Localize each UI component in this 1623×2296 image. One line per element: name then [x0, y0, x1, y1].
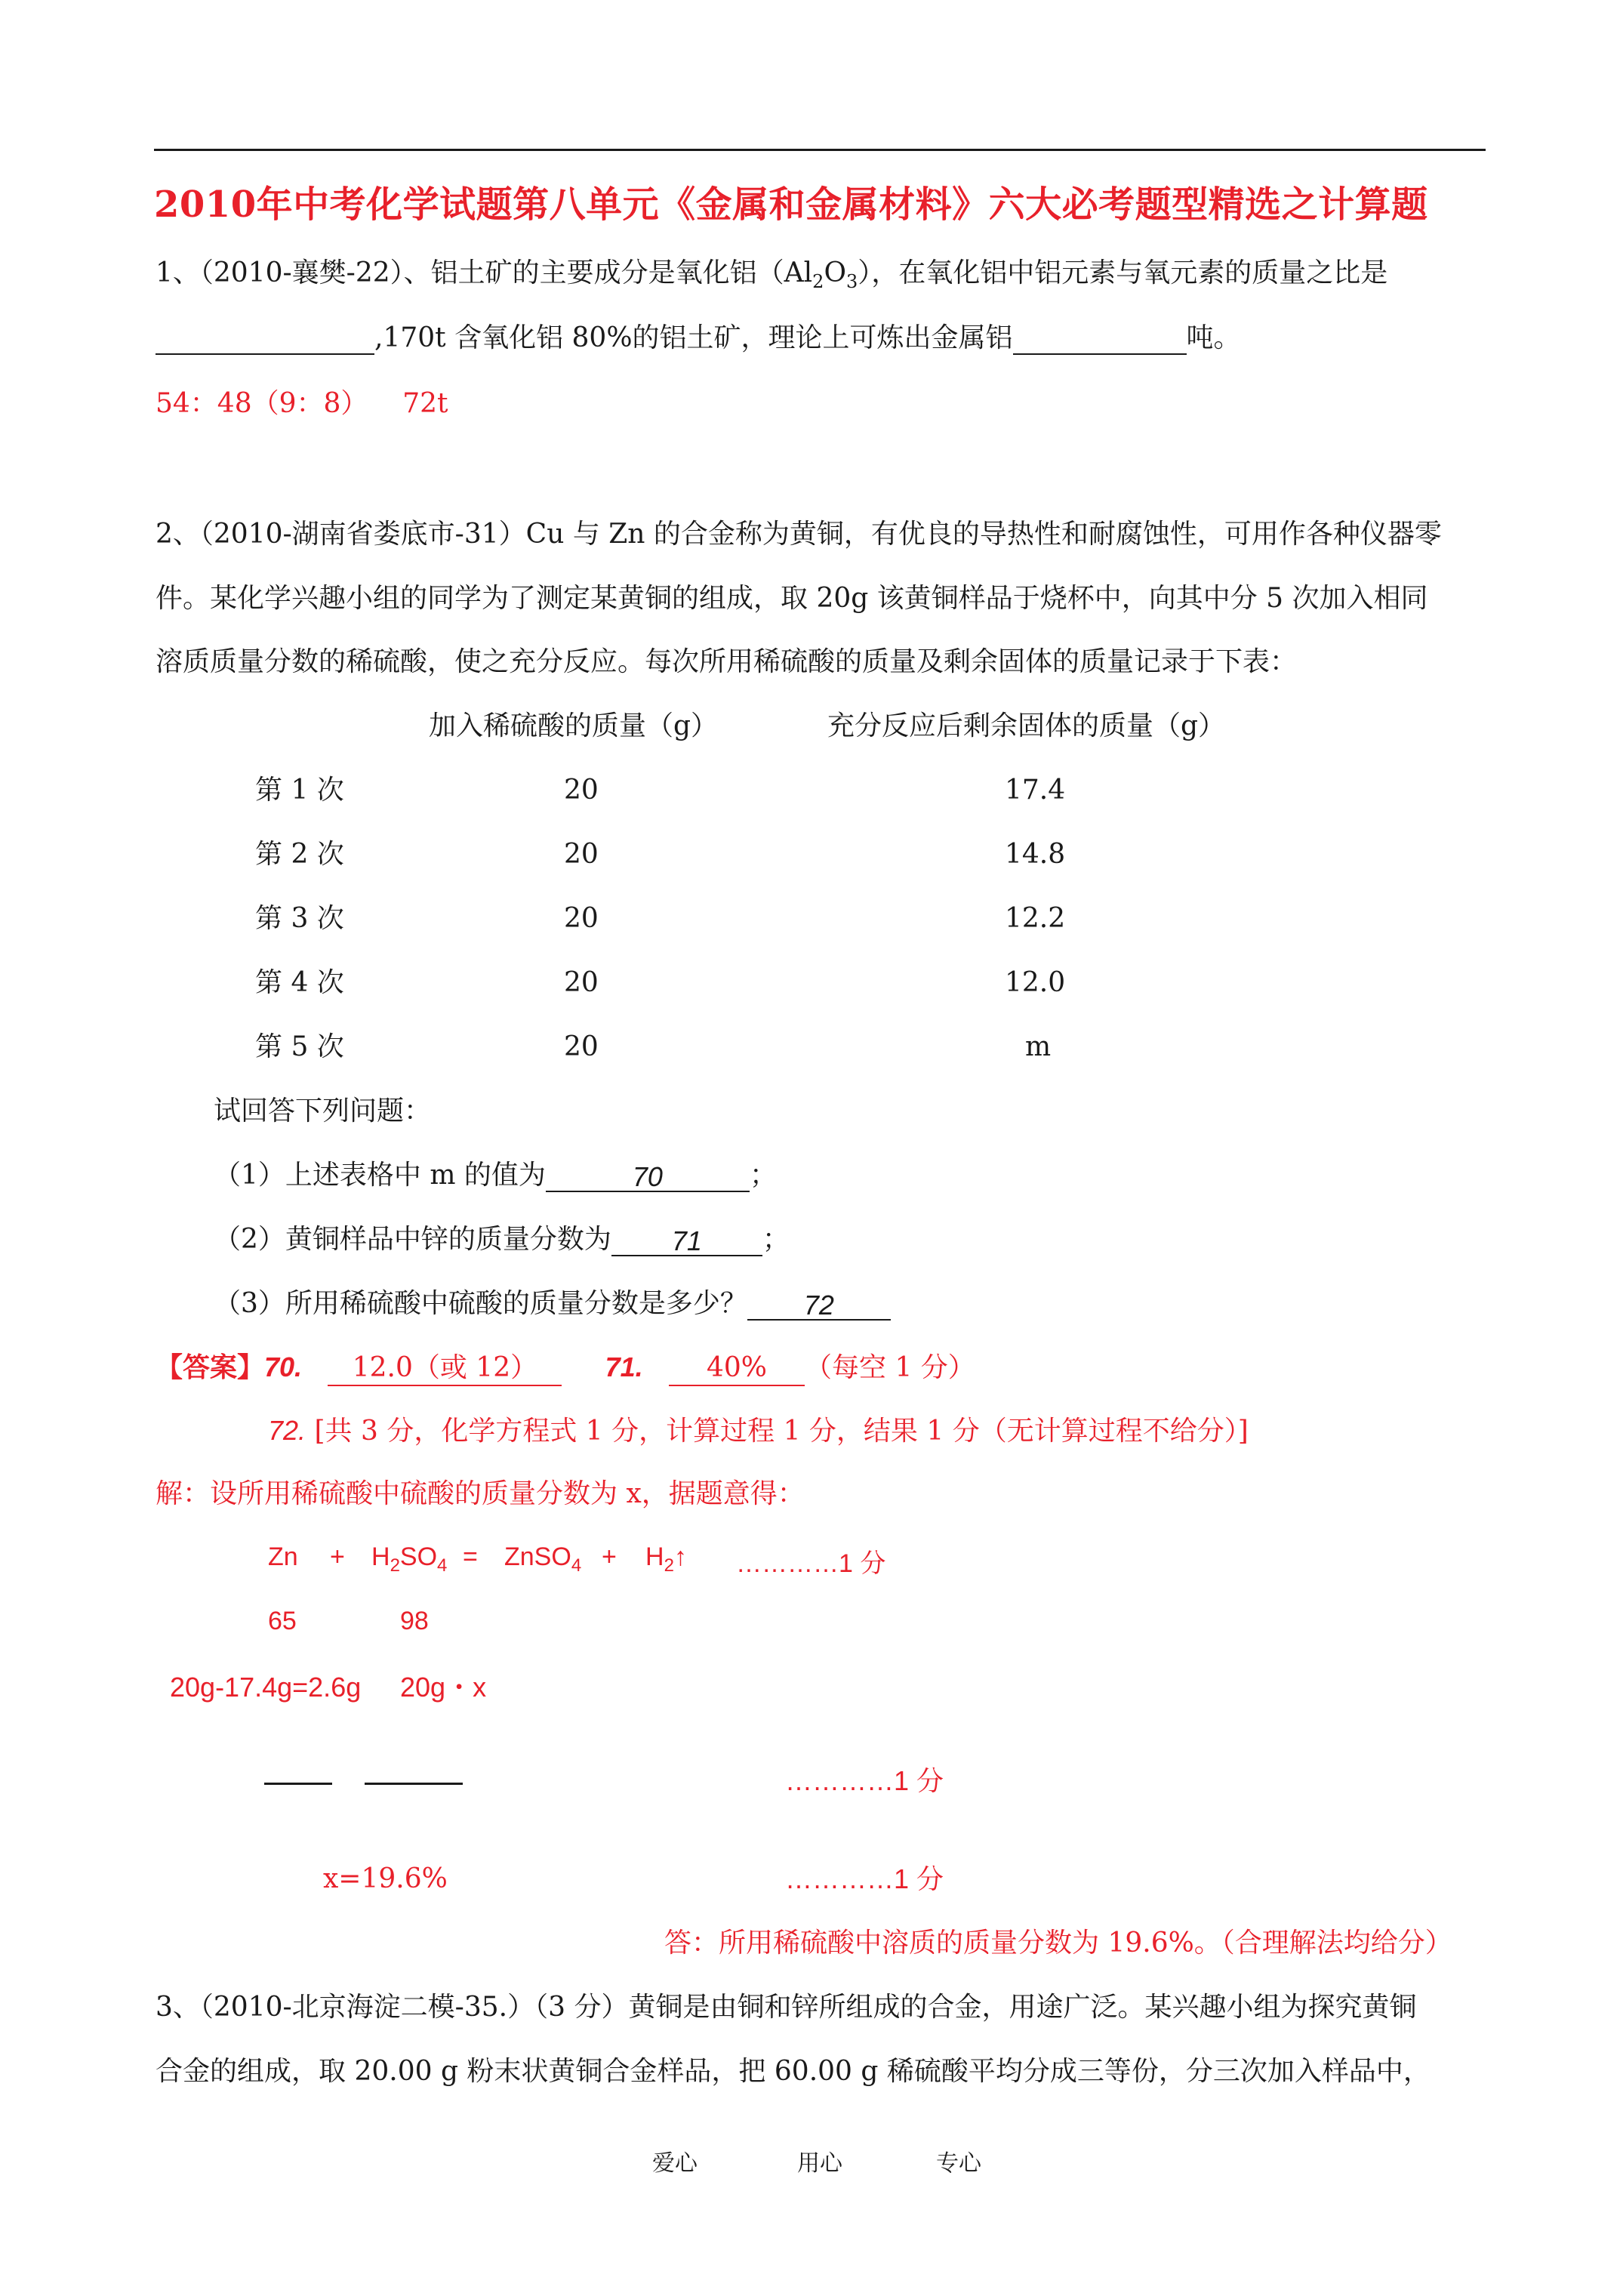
q2-para-line2: 件。某化学兴趣小组的同学为了测定某黄铜的组成，取 20g 该黄铜样品于烧杯中，向其中分 5 次加入相同: [156, 583, 1428, 614]
mass-zn: 20g-17.4g=2.6g: [170, 1672, 362, 1703]
eq-equals: =: [463, 1542, 478, 1571]
eq-plus: +: [330, 1542, 345, 1571]
row-acid: 20: [564, 903, 599, 934]
molar-mass-zn: 65: [268, 1607, 297, 1635]
row-label: 第 3 次: [255, 903, 344, 934]
q2-solution-intro: 解：设所用稀硫酸中硫酸的质量分数为 x，据题意得：: [156, 1478, 805, 1509]
row-acid: 20: [564, 839, 599, 870]
q1-answer: 54：48（9：8） 72t: [156, 388, 448, 419]
final-answer: 答：所用稀硫酸中溶质的质量分数为 19.6%。（合理解法均给分）: [664, 1928, 1452, 1959]
x-score: …………1 分: [785, 1863, 944, 1894]
eq-h2: $H_2↑$: [645, 1542, 687, 1576]
eq-plus: +: [602, 1542, 617, 1571]
x-result: x=19.6%: [323, 1863, 448, 1894]
eq-zn: Zn: [268, 1542, 298, 1571]
row-solid: 12.0: [1005, 967, 1066, 998]
fraction-bar-left: [264, 1783, 332, 1785]
q1-blank-ratio[interactable]: [156, 323, 374, 355]
mass-h2so4: 20g・x: [400, 1672, 487, 1703]
page-title: 2010年中考化学试题第八单元《金属和金属材料》六大必考题型精选之计算题: [154, 183, 1428, 226]
q2-sub2: （2）黄铜样品中锌的质量分数为 71 ；: [214, 1224, 790, 1256]
q2-para-line3: 溶质质量分数的稀硫酸，使之充分反应。每次所用稀硫酸的质量及剩余固体的质量记录于下表：: [156, 646, 1298, 677]
row-label: 第 4 次: [255, 967, 344, 998]
row-label: 第 1 次: [255, 775, 344, 806]
footer-item: 爱心: [652, 2150, 698, 2177]
row-label: 第 2 次: [255, 839, 344, 870]
q2-sub1-blank[interactable]: 70: [546, 1160, 750, 1192]
q2-answer-72: 72. [共 3 分，化学方程式 1 分，计算过程 1 分，结果 1 分（无计算过程不给分）]: [268, 1415, 1249, 1447]
row-acid: 20: [564, 1031, 599, 1062]
header-rule: [154, 149, 1486, 151]
row-solid: 12.2: [1005, 903, 1066, 934]
q1-line1: 1、（2010-襄樊-22）、铝土矿的主要成分是氧化铝$(Al_2O_3)$，在氧化铝中铝元素与氧元素的质量之比是: [156, 257, 1388, 293]
q1-blank-aluminum[interactable]: [1013, 323, 1187, 355]
q2-sub3-blank[interactable]: 72: [747, 1289, 891, 1321]
eq-znso4: ZnSO$_4$: [504, 1542, 582, 1576]
answer-70: 12.0（或 12）: [328, 1351, 562, 1386]
molar-mass-h2so4: 98: [400, 1607, 429, 1635]
q3-para-line2: 合金的组成，取 20.00 g 粉末状黄铜合金样品，把 60.00 g 稀硫酸平均分成三等份，分三次加入样品中，: [156, 2056, 1431, 2087]
q3-para-line1: 3、（2010-北京海淀二模-35.）（3 分）黄铜是由铜和锌所组成的合金，用途广泛。某兴趣小组为探究黄铜: [156, 1992, 1417, 2023]
table-header-solid: 充分反应后剩余固体的质量（g）: [827, 710, 1226, 741]
row-label: 第 5 次: [255, 1031, 344, 1062]
footer-item: 专心: [936, 2150, 981, 2177]
q2-sub3: （3）所用稀硫酸中硫酸的质量分数是多少？ 72: [214, 1287, 891, 1321]
q2-sub2-blank[interactable]: 71: [611, 1225, 762, 1256]
table-header-acid: 加入稀硫酸的质量（g）: [429, 710, 719, 741]
eq-h2so4: $H_2SO_4$: [371, 1542, 448, 1576]
row-acid: 20: [564, 775, 599, 806]
footer-item: 用心: [797, 2150, 842, 2177]
answer-71: 40%: [669, 1351, 805, 1386]
fraction-score: …………1 分: [785, 1765, 944, 1796]
row-acid: 20: [564, 967, 599, 998]
eq-score: …………1 分: [736, 1549, 886, 1578]
fraction-bar-right: [365, 1783, 463, 1785]
q2-para-line1: 2、（2010-湖南省娄底市-31）Cu 与 Zn 的合金称为黄铜，有优良的导热性和耐腐蚀性，可用作各种仪器零: [156, 519, 1442, 550]
q1-line2: ,170t 含氧化铝 80%的铝土矿，理论上可炼出金属铝 吨。: [156, 322, 1241, 355]
q2-sub1: （1）上述表格中 m 的值为 70 ；: [214, 1160, 777, 1192]
row-solid: 17.4: [1005, 775, 1066, 806]
q2-prompt: 试回答下列问题：: [214, 1096, 432, 1126]
row-solid: 14.8: [1005, 839, 1066, 870]
q2-answer-line: 【答案】70. 12.0（或 12） 71. 40% （每空 1 分）: [156, 1351, 975, 1386]
row-solid: m: [1025, 1031, 1052, 1062]
